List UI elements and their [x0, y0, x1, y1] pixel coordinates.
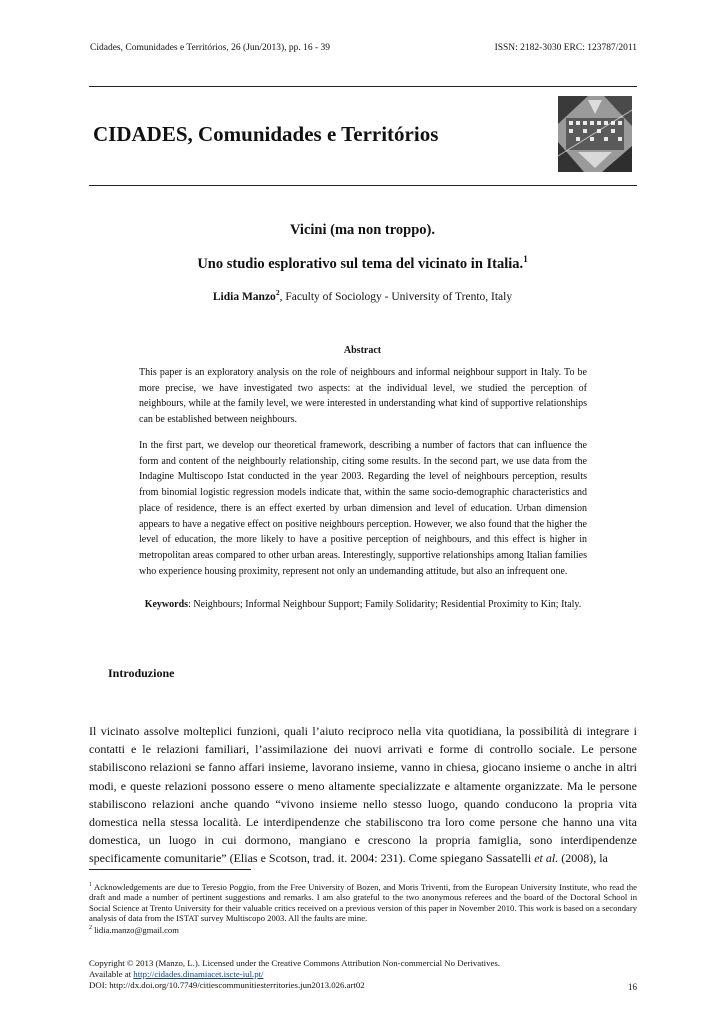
article-title-line1: Vicini (ma non troppo). — [289, 222, 435, 238]
running-header-left: Cidades, Comunidades e Territórios, 26 (Jun/2013), pp. 16 - 39 — [90, 43, 331, 53]
running-header-right: ISSN: 2182-3030 ERC: 123787/2011 — [494, 43, 637, 53]
author-footnote-mark[interactable]: 2 — [275, 288, 280, 297]
copyright-block — [89, 958, 637, 992]
available-line — [89, 969, 637, 980]
available-prefix: Available at — [89, 969, 134, 980]
footnote-1-mark: 1 — [89, 882, 92, 888]
keywords-label: Keywords — [144, 599, 189, 610]
body-text-tail: (2008), la — [558, 851, 608, 866]
article-title-line2 — [0, 256, 725, 273]
journal-logo — [558, 96, 632, 172]
journal-title: CIDADES, Comunidades e Territórios — [93, 122, 439, 146]
journal-url-link[interactable]: http://cidades.dinamiacet.iscte-iul.pt/ — [133, 969, 264, 980]
abstract-paragraph-2: In the first part, we develop our theoretical framework, describing a number of factors that can influence the form and content of the neighbourly relationship, citing some results. In the second part, we use data from the Indagine Multiscopo Istat conducted in the year 2003. Regarding the level of neighbours perception, results from binomial logistic regression models indicate that, within the same socio-demographic characteristics and place of residence, there is an effect exerted by urban dimension and level of education. Urban dimension appears to have a negative effect on positive neighbours perception. However, we also found that the higher the level of education, the more likely to have a positive perception of neighbours, and this effect is higher in metropolitan areas compared to other urban areas. Interestingly, supportive relationships among Italian families who experience housing proximity, represent not only an undemanding attitude, but also an infrequent one. — [139, 440, 587, 577]
footnote-1 — [89, 880, 637, 923]
article-title-text: Uno studio esplorativo sul tema del vicinato in Italia. — [197, 256, 524, 272]
body-text: Il vicinato assolve molteplici funzioni, quali l’aiuto reciproco nella vita quotidiana, la possibilità di integrare i contatti e le relazioni familiari, l’assimilazione dei nuovi arrivati e forme di controllo sociale. Le persone stabiliscono relazioni se fanno affari insieme, lavorano insieme, vanno in chiesa, giocano insieme o anche in altri modi, e queste relazioni possono essere o meno altamente specializzate e altamente organizzate. Ma le persone stabiliscono relazioni anche quando “vivono insieme nello stesso luogo, quando conducono la propria vita domestica nella stessa località. Le interdipendenze che stabiliscono tra loro come persone che hanno una vita domestica, un luogo in cui dormono, mangiano e crescono la propria famiglia, sono interdipendenze specificamente comunitarie” (Elias e Scotson, trad. it. 2004: 231). Come spiegano Sassatelli — [89, 724, 637, 866]
author-line — [0, 288, 725, 303]
footnote-1-text: Acknowledgements are due to Teresio Poggio, from the Free University of Bozen, and Moris Triventi, from the European University Institute, who read the draft and made a number of pertinent suggestions and remarks. I am also grateful to the two anonymous referees and the board of the Doctoral School in Social Science at Trento University for their valuable critics received on a previous version of this paper in November 2010. This work is based on a secondary analysis of data from the ISTAT survey Multiscopo 2003. All the faults are mine. — [89, 881, 637, 924]
keywords-text: : Neighbours; Informal Neighbour Support; Family Solidarity; Residential Proximity to Kin; Italy. — [188, 599, 582, 610]
doi-line: DOI: http://dx.doi.org/10.7749/citiescommunitiesterritories.jun2013.026.art02 — [89, 980, 365, 991]
abstract-heading: Abstract — [343, 345, 382, 356]
footnote-2-email[interactable]: lidia.manzo@gmail.com — [92, 924, 179, 935]
footnote-separator — [89, 869, 251, 870]
header-bottom-rule — [89, 185, 637, 186]
abstract-paragraph-1: This paper is an exploratory analysis on the role of neighbours and informal neighbour support in Italy. To be more precise, we have investigated two aspects: at the individual level, we studied the perception of neighbours, while at the family level, we were interested in understanding what kind of supportive relationships can be established between neighbours. — [139, 367, 587, 426]
body-italic: et al. — [534, 851, 559, 866]
section-heading-introduzione: Introduzione — [108, 666, 175, 680]
copyright-line: Copyright © 2013 (Manzo, L.). Licensed under the Creative Commons Attribution Non-commercial No Derivatives. — [89, 958, 501, 968]
footnote-2-mark: 2 — [89, 925, 92, 931]
header-top-rule — [89, 86, 637, 87]
keywords — [139, 597, 587, 613]
author-affiliation: , Faculty of Sociology - University of Trento, Italy — [279, 290, 513, 303]
author-name: Lidia Manzo — [212, 290, 276, 303]
title-footnote-mark[interactable]: 1 — [523, 254, 528, 265]
footnote-2 — [89, 923, 637, 935]
page-number: 16 — [628, 982, 637, 992]
body-paragraph — [89, 722, 637, 868]
